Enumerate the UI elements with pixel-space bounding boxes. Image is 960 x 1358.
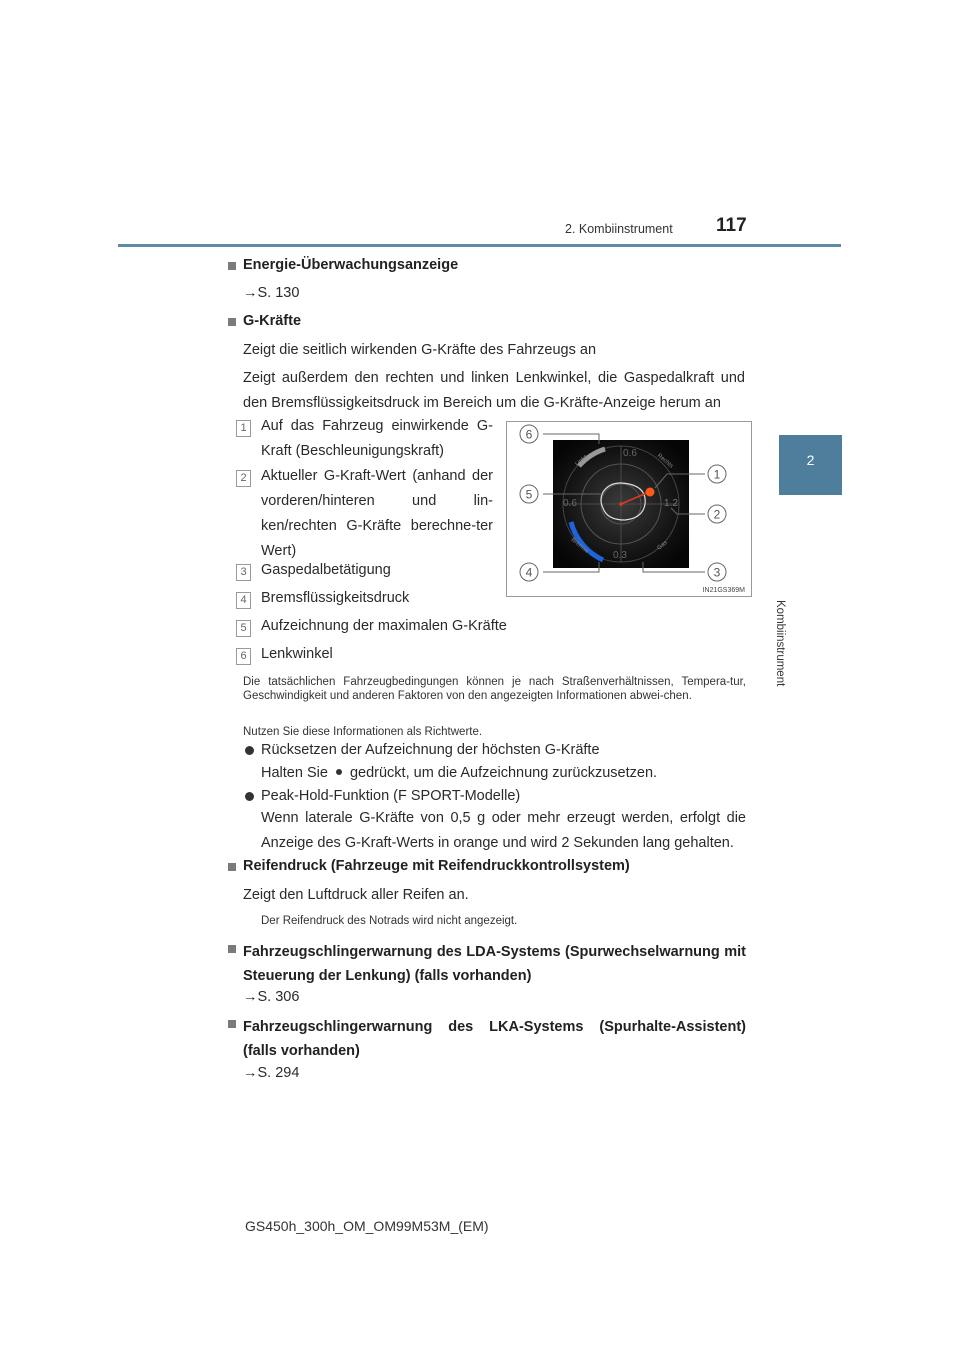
section-marker-icon — [228, 318, 236, 326]
list-number-3: 3 — [236, 564, 251, 581]
lka-heading: Fahrzeugschlingerwarnung des LKA-Systems (Spurhalte-Assistent) (falls vorhanden) — [243, 1019, 746, 1059]
gforce-note-1: Die tatsächlichen Fahrzeugbedingungen können je nach Straßenverhältnissen, Tempera-tur, Geschwindigkeit und anderen Faktoren von den angezeigten Informationen abwei-chen. — [243, 676, 746, 702]
section-marker-icon — [228, 945, 236, 953]
list-item-4: Bremsflüssigkeitsdruck — [261, 590, 410, 606]
chapter-tab — [779, 435, 842, 495]
label-bremse: Bremse — [569, 536, 590, 555]
lka-page-ref[interactable]: →S. 294 — [243, 1065, 300, 1081]
label-gas: Gas — [656, 539, 669, 552]
gforce-display-figure — [506, 421, 752, 597]
list-item-2: Aktueller G-Kraft-Wert (anhand der vorderen/hinteren und lin-ken/rechten G-Kräfte berechne-ter Wert) — [261, 468, 493, 559]
list-number-4: 4 — [236, 592, 251, 609]
gforce-paragraph-2: Zeigt außerdem den rechten und linken Lenkwinkel, die Gaspedalkraft und den Bremsflüssigkeitsdruck im Bereich um die G-Kräfte-Anzeige herum an — [243, 370, 745, 411]
callout-5-label: 5 — [525, 487, 533, 502]
lda-heading: Fahrzeugschlingerwarnung des LDA-Systems (Spurwechselwarnung mit Steuerung der Lenkung) (falls vorhanden) — [243, 944, 746, 984]
list-item-3: Gaspedalbetätigung — [261, 562, 391, 578]
bullet-1-title: Rücksetzen der Aufzeichnung der höchsten G-Kräfte — [261, 742, 600, 758]
tire-text: Zeigt den Luftdruck aller Reifen an. — [243, 887, 469, 903]
bullet-2-title: Peak-Hold-Funktion (F SPORT-Modelle) — [261, 788, 521, 804]
section-marker-icon — [228, 262, 236, 270]
gforce-display-illustration — [507, 422, 751, 596]
header-rule — [118, 244, 841, 247]
list-number-2: 2 — [236, 470, 251, 487]
scale-value-left: 0.6 — [563, 498, 577, 509]
callout-6-label: 6 — [525, 427, 533, 442]
center-point — [619, 502, 623, 506]
bullet-1-text-pre: Halten Sie — [261, 765, 328, 781]
section-marker-icon — [228, 863, 236, 871]
document-code: GS450h_300h_OM_OM99M53M_(EM) — [245, 1218, 489, 1234]
callout-2-label: 2 — [713, 507, 721, 522]
lda-page-ref[interactable]: →S. 306 — [243, 989, 300, 1005]
tire-note: Der Reifendruck des Notrads wird nicht angezeigt. — [261, 915, 518, 927]
list-number-6: 6 — [236, 648, 251, 665]
bullet-1-text — [261, 761, 657, 786]
chapter-tab-title: Kombiinstrument — [774, 600, 786, 687]
label-rechts: Rechts — [655, 452, 674, 470]
gforce-heading: G-Kräfte — [243, 313, 302, 329]
list-item-6: Lenkwinkel — [261, 646, 333, 662]
list-item-5: Aufzeichnung der maximalen G-Kräfte — [261, 618, 507, 634]
callout-1-label: 1 — [713, 467, 721, 482]
chapter-tab-number: 2 — [806, 452, 815, 468]
gforce-paragraph-1: Zeigt die seitlich wirkenden G-Kräfte des Fahrzeugs an — [243, 342, 597, 358]
list-number-1: 1 — [236, 420, 251, 437]
label-links: Links — [574, 453, 590, 468]
current-gforce-dot — [646, 488, 655, 497]
list-item-1: Auf das Fahrzeug einwirkende G-Kraft (Beschleunigungskraft) — [261, 418, 493, 459]
select-button-icon — [332, 765, 346, 779]
energy-page-ref[interactable]: →S. 130 — [243, 285, 300, 301]
list-number-5: 5 — [236, 620, 251, 637]
callout-4-label: 4 — [525, 565, 533, 580]
callout-3-label: 3 — [713, 565, 721, 580]
header-section: 2. Kombiinstrument — [565, 222, 673, 236]
scale-value-bottom: 0.3 — [613, 550, 627, 561]
gforce-note-2: Nutzen Sie diese Informationen als Richtwerte. — [243, 726, 483, 738]
page-number: 117 — [716, 215, 747, 236]
tire-heading: Reifendruck (Fahrzeuge mit Reifendruckkontrollsystem) — [243, 858, 630, 874]
section-marker-icon — [228, 1020, 236, 1028]
bullet-2-text: Wenn laterale G-Kräfte von 0,5 g oder mehr erzeugt werden, erfolgt die Anzeige des G-Kraft-Werts in orange und wird 2 Sekunden lang gehalten. — [261, 810, 746, 851]
scale-value-right: 1.2 — [664, 498, 678, 509]
bullet-icon — [245, 746, 254, 755]
bullet-1-text-post: gedrückt, um die Aufzeichnung zurückzusetzen. — [349, 765, 658, 781]
scale-value-top: 0.6 — [623, 448, 637, 459]
energy-heading: Energie-Überwachungsanzeige — [243, 257, 459, 273]
bullet-icon — [245, 792, 254, 801]
figure-code: IN21GS369M — [702, 587, 745, 594]
